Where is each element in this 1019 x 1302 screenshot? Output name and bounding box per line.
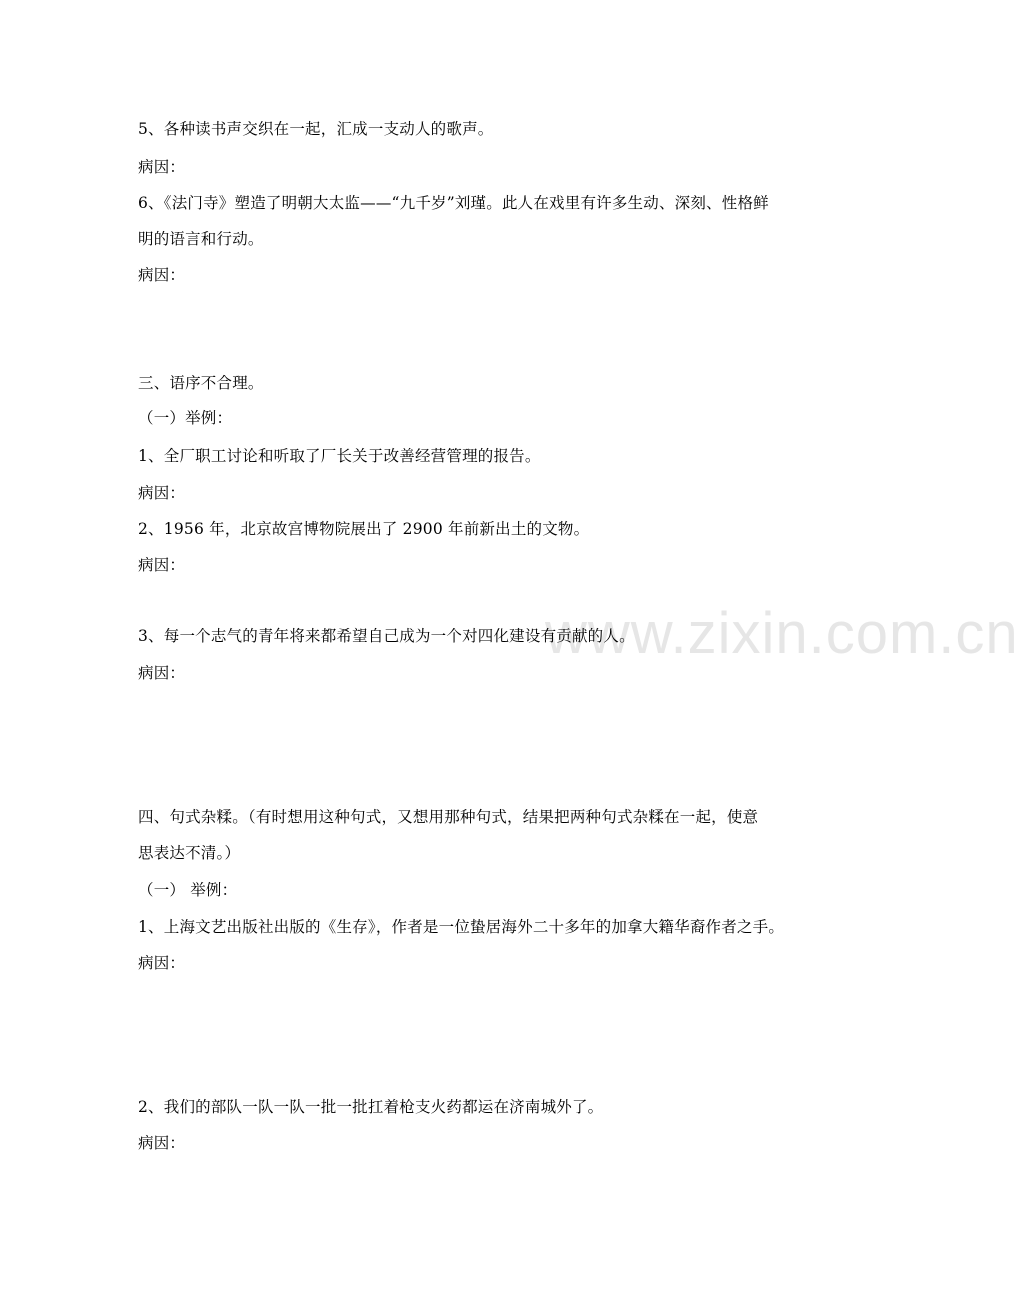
item-6-sentence-line2: 明的语言和行动。 bbox=[138, 230, 264, 248]
cause-label: 病因： bbox=[138, 484, 186, 502]
cause-label: 病因： bbox=[138, 266, 186, 284]
section-4-item-2: 2、我们的部队一队一队一批一批扛着枪支火药都运在济南城外了。 bbox=[138, 1098, 604, 1116]
section-3-heading: 三、语序不合理。 bbox=[138, 374, 264, 392]
examples-subheading: （一） 举例： bbox=[138, 881, 238, 899]
section-4-heading-line1: 四、句式杂糅。（有时想用这种句式，又想用那种句式，结果把两种句式杂糅在一起，使意 bbox=[138, 808, 759, 826]
cause-label: 病因： bbox=[138, 664, 186, 682]
section-4-item-1: 1、上海文艺出版社出版的《生存》，作者是一位蛰居海外二十多年的加拿大籍华裔作者之手。 bbox=[138, 918, 785, 936]
section-3-item-1: 1、全厂职工讨论和听取了厂长关于改善经营管理的报告。 bbox=[138, 447, 541, 465]
cause-label: 病因： bbox=[138, 556, 186, 574]
item-6-sentence-line1: 6、《法门寺》塑造了明朝大太监——“九千岁”刘瑾。此人在戏里有许多生动、深刻、性格鲜 bbox=[138, 194, 769, 212]
cause-label: 病因： bbox=[138, 954, 186, 972]
cause-label: 病因： bbox=[138, 1134, 186, 1152]
watermark-text: www.zixin.com.cn bbox=[545, 601, 1019, 666]
section-3-item-3: 3、每一个志气的青年将来都希望自己成为一个对四化建设有贡献的人。 bbox=[138, 627, 635, 645]
cause-label: 病因： bbox=[138, 158, 186, 176]
section-4-heading-line2: 思表达不清。） bbox=[138, 844, 241, 862]
item-5-sentence: 5、各种读书声交织在一起，汇成一支动人的歌声。 bbox=[138, 120, 494, 138]
examples-subheading: （一）举例： bbox=[138, 409, 233, 427]
section-3-item-2: 2、1956 年，北京故宫博物院展出了 2900 年前新出土的文物。 bbox=[138, 520, 590, 538]
